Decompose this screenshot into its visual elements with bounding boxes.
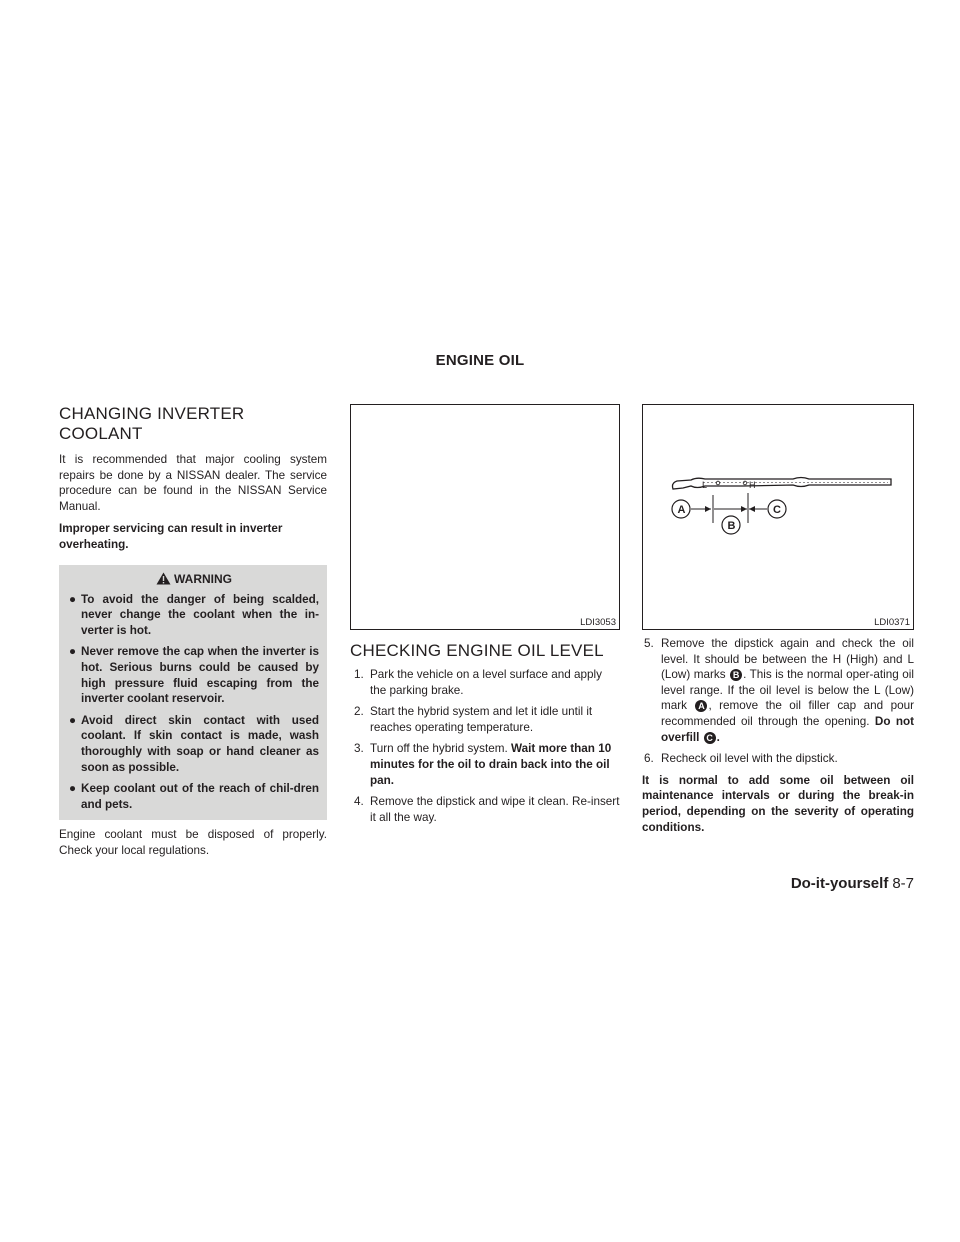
step-item: 1. Park the vehicle on a level surface and apply the parking brake.	[354, 668, 602, 697]
steps-list	[642, 636, 914, 767]
warning-list	[69, 592, 319, 813]
warning-item: ● Never remove the cap when the inverter is hot. Serious burns could be caused by high pressure fluid escaping from the inverter coolant reservoir.	[69, 645, 319, 706]
mark-b-badge: B	[730, 669, 742, 681]
column-inverter-coolant	[59, 404, 327, 858]
footer-section-label: Do-it-yourself	[790, 875, 889, 892]
bullet: ●	[69, 782, 77, 796]
bullet: ●	[69, 713, 77, 727]
mark-a-badge: A	[695, 700, 707, 712]
paragraph-normal-oil-note: It is normal to add some oil between oil maintenance intervals or during the break-in period, depending on the severity of operating conditions.	[642, 773, 914, 834]
warning-box	[59, 565, 327, 821]
figure-code: LDI3053	[580, 617, 616, 628]
page-footer	[791, 875, 914, 893]
warning-item: ● Avoid direct skin contact with used coolant. If skin contact is made, wash thoroughly with soap or hand cleaner as soon as possible.	[69, 713, 319, 774]
steps-continued	[642, 636, 914, 835]
paragraph-intro: It is recommended that major cooling system repairs be done by a NISSAN dealer. The service procedure can be found in the NISSAN Service Manual.	[59, 453, 327, 513]
warning-title	[69, 571, 319, 587]
warning-item: ● Keep coolant out of the reach of chil-dren and pets.	[69, 782, 319, 811]
column-oil-level	[642, 404, 914, 835]
paragraph-improper-servicing: Improper servicing can result in inverter overheating.	[59, 522, 283, 551]
dipstick-illustration	[643, 405, 913, 629]
section-header: ENGINE OIL	[435, 352, 525, 369]
paragraph-disposal: Engine coolant must be disposed of properly. Check your local regulations.	[59, 828, 327, 857]
figure-ldi0371	[642, 404, 914, 630]
dipstick-mark-h: H	[749, 480, 756, 490]
page-number: 8-7	[892, 875, 914, 892]
warning-item: ● To avoid the danger of being scalded, never change the coolant when the in-verter is hot.	[69, 592, 319, 637]
step-item: 6. Recheck oil level with the dipstick.	[644, 752, 838, 766]
step-item: 5. Remove the dipstick again and check the oil level. It should be between the H (High) and L (Low) marks B . This is the normal oper-ating oil level range. If the oil level is below the L (Low) mark A , remove the oil filler cap and pour recommended oil through the opening. Do not overfill C .	[644, 637, 914, 744]
step-item: 4. Remove the dipstick and wipe it clean. Re-insert it all the way.	[354, 795, 620, 824]
label-b: B	[727, 520, 736, 532]
label-a: A	[677, 504, 686, 516]
label-c: C	[773, 504, 781, 516]
figure-code: LDI0371	[874, 617, 910, 628]
mark-c-badge: C	[704, 732, 716, 744]
step-item: 3. Turn off the hybrid system. Wait more than 10 minutes for the oil to drain back into the oil pan.	[354, 742, 612, 787]
bullet: ●	[69, 645, 77, 659]
warning-title-text: WARNING	[174, 571, 232, 586]
heading-changing-inverter-coolant: CHANGING INVERTER COOLANT	[59, 404, 245, 443]
bullet: ●	[69, 592, 77, 606]
dipstick-mark-l: L	[702, 480, 708, 490]
steps-list	[350, 667, 620, 825]
step-item: 2. Start the hybrid system and let it idle until it reaches operating temperature.	[354, 705, 593, 734]
heading-checking-engine-oil-level: CHECKING ENGINE OIL LEVEL	[350, 641, 604, 660]
figure-ldi3053	[350, 404, 620, 630]
warning-triangle-icon	[156, 572, 171, 585]
column-checking-oil	[350, 404, 620, 831]
